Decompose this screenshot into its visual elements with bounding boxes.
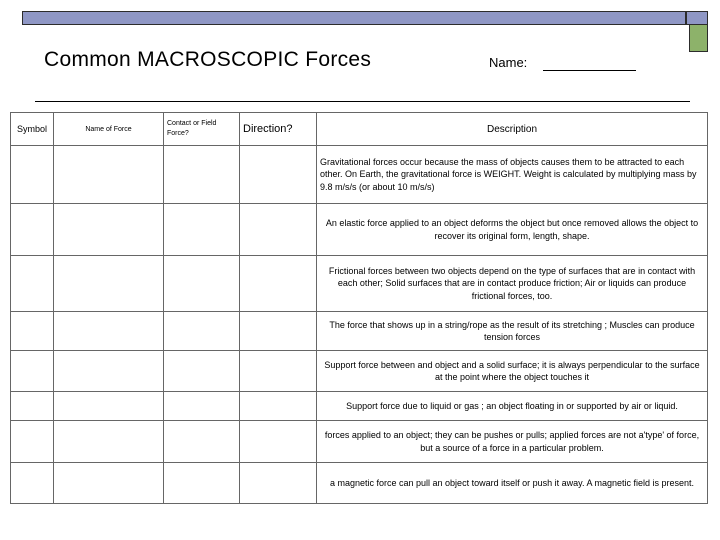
contact-field-cell[interactable] <box>164 351 240 392</box>
banner-divider <box>685 12 687 24</box>
symbol-cell[interactable] <box>11 256 54 312</box>
contact-field-cell[interactable] <box>164 146 240 204</box>
direction-cell[interactable] <box>240 421 317 463</box>
table-row <box>11 392 708 421</box>
symbol-cell[interactable] <box>11 312 54 351</box>
name-label: Name: <box>489 55 528 70</box>
symbol-cell[interactable] <box>11 421 54 463</box>
table-row <box>11 421 708 463</box>
table-row <box>11 312 708 351</box>
title-rule <box>35 101 690 102</box>
contact-field-cell[interactable] <box>164 463 240 504</box>
name-blank-line <box>543 70 636 71</box>
column-header-name-of-force: Name of Force <box>54 113 164 146</box>
force-name-cell[interactable] <box>54 312 164 351</box>
contact-field-cell[interactable] <box>164 256 240 312</box>
symbol-cell[interactable] <box>11 146 54 204</box>
contact-field-cell[interactable] <box>164 392 240 421</box>
description-cell: a magnetic force can pull an object toward itself or push it away. A magnetic field is present. <box>317 463 708 504</box>
force-name-cell[interactable] <box>54 463 164 504</box>
description-cell: Support force between and object and a solid surface; it is always perpendicular to the surface at the point where the object touches it <box>317 351 708 392</box>
column-header-description: Description <box>317 113 708 146</box>
table-header-row <box>11 113 708 146</box>
symbol-cell[interactable] <box>11 463 54 504</box>
contact-field-cell[interactable] <box>164 421 240 463</box>
column-header-direction: Direction? <box>240 113 317 146</box>
force-name-cell[interactable] <box>54 204 164 256</box>
symbol-cell[interactable] <box>11 204 54 256</box>
direction-cell[interactable] <box>240 204 317 256</box>
table-row <box>11 351 708 392</box>
direction-cell[interactable] <box>240 351 317 392</box>
table-row <box>11 204 708 256</box>
contact-field-cell[interactable] <box>164 312 240 351</box>
description-cell: forces applied to an object; they can be pushes or pulls; applied forces are not a'type' of force, but a source of a force in a particular problem. <box>317 421 708 463</box>
direction-cell[interactable] <box>240 146 317 204</box>
column-header-contact-or-field: Contact or Field Force? <box>164 113 240 146</box>
symbol-cell[interactable] <box>11 392 54 421</box>
force-name-cell[interactable] <box>54 421 164 463</box>
description-cell: An elastic force applied to an object deforms the object but once removed allows the object to recover its original form, length, shape. <box>317 204 708 256</box>
page-title: Common MACROSCOPIC Forces <box>44 48 372 71</box>
description-cell: Support force due to liquid or gas ; an object floating in or supported by air or liquid. <box>317 392 708 421</box>
direction-cell[interactable] <box>240 392 317 421</box>
direction-cell[interactable] <box>240 312 317 351</box>
title-banner-bar <box>22 11 708 25</box>
description-cell: Gravitational forces occur because the mass of objects causes them to be attracted to each other. On Earth, the gravitational force is WEIGHT. Weight is calculated by multiplying mass by 9.8 m/s/s (or about 10 m/s/s) <box>317 146 708 204</box>
description-cell: The force that shows up in a string/rope as the result of its stretching ; Muscles can produce tension forces <box>317 312 708 351</box>
table-row <box>11 146 708 204</box>
table-row <box>11 256 708 312</box>
description-cell: Frictional forces between two objects depend on the type of surfaces that are in contact with each other; Solid surfaces that are in contact produce friction; Air or liquids can produce frictional forces, too. <box>317 256 708 312</box>
force-name-cell[interactable] <box>54 351 164 392</box>
direction-cell[interactable] <box>240 463 317 504</box>
corner-accent-box <box>689 24 708 52</box>
symbol-cell[interactable] <box>11 351 54 392</box>
forces-table <box>10 112 708 504</box>
direction-cell[interactable] <box>240 256 317 312</box>
force-name-cell[interactable] <box>54 146 164 204</box>
force-name-cell[interactable] <box>54 392 164 421</box>
force-name-cell[interactable] <box>54 256 164 312</box>
contact-field-cell[interactable] <box>164 204 240 256</box>
table-row <box>11 463 708 504</box>
column-header-symbol: Symbol <box>11 113 54 146</box>
